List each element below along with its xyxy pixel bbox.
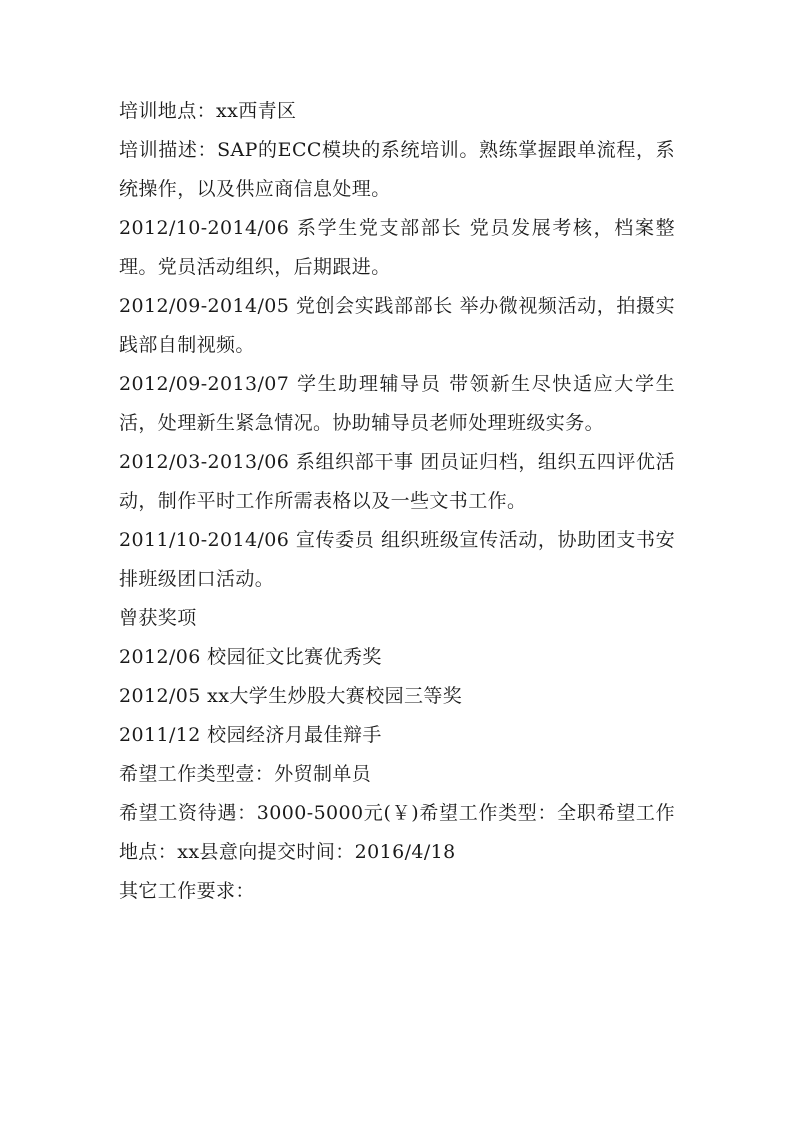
experience-entry-practice-dept: 2012/09-2014/05 党创会实践部部长 举办微视频活动，拍摄实践部自制视频。 [119, 295, 675, 356]
experience-entry-party-branch: 2012/10-2014/06 系学生党支部部长 党员发展考核，档案整理。党员活动组织，后期跟进。 [119, 217, 675, 278]
training-location: 培训地点：xx西青区 [119, 100, 297, 122]
award-item: 2012/06 校园征文比赛优秀奖 [119, 646, 382, 668]
award-item: 2012/05 xx大学生炒股大赛校园三等奖 [119, 685, 463, 707]
desired-job-type: 希望工作类型壹：外贸制单员 [119, 763, 372, 785]
other-requirements: 其它工作要求： [119, 880, 255, 902]
experience-entry-publicity: 2011/10-2014/06 宣传委员 组织班级宣传活动，协助团支书安排班级团口活动。 [119, 529, 675, 590]
award-item: 2011/12 校园经济月最佳辩手 [119, 724, 382, 746]
awards-heading: 曾获奖项 [119, 607, 197, 629]
training-description: 培训描述：SAP的ECC模块的系统培训。熟练掌握跟单流程，系统操作，以及供应商信息处理。 [119, 139, 675, 200]
document-body [119, 92, 675, 911]
experience-entry-assistant-counselor: 2012/09-2013/07 学生助理辅导员 带领新生尽快适应大学生活，处理新生紧急情况。协助辅导员老师处理班级实务。 [119, 373, 675, 434]
experience-entry-organization-dept: 2012/03-2013/06 系组织部干事 团员证归档，组织五四评优活动，制作平时工作所需表格以及一些文书工作。 [119, 451, 675, 512]
desired-salary-and-location: 希望工资待遇：3000-5000元(￥)希望工作类型：全职希望工作地点：xx县意向提交时间：2016/4/18 [119, 802, 675, 863]
